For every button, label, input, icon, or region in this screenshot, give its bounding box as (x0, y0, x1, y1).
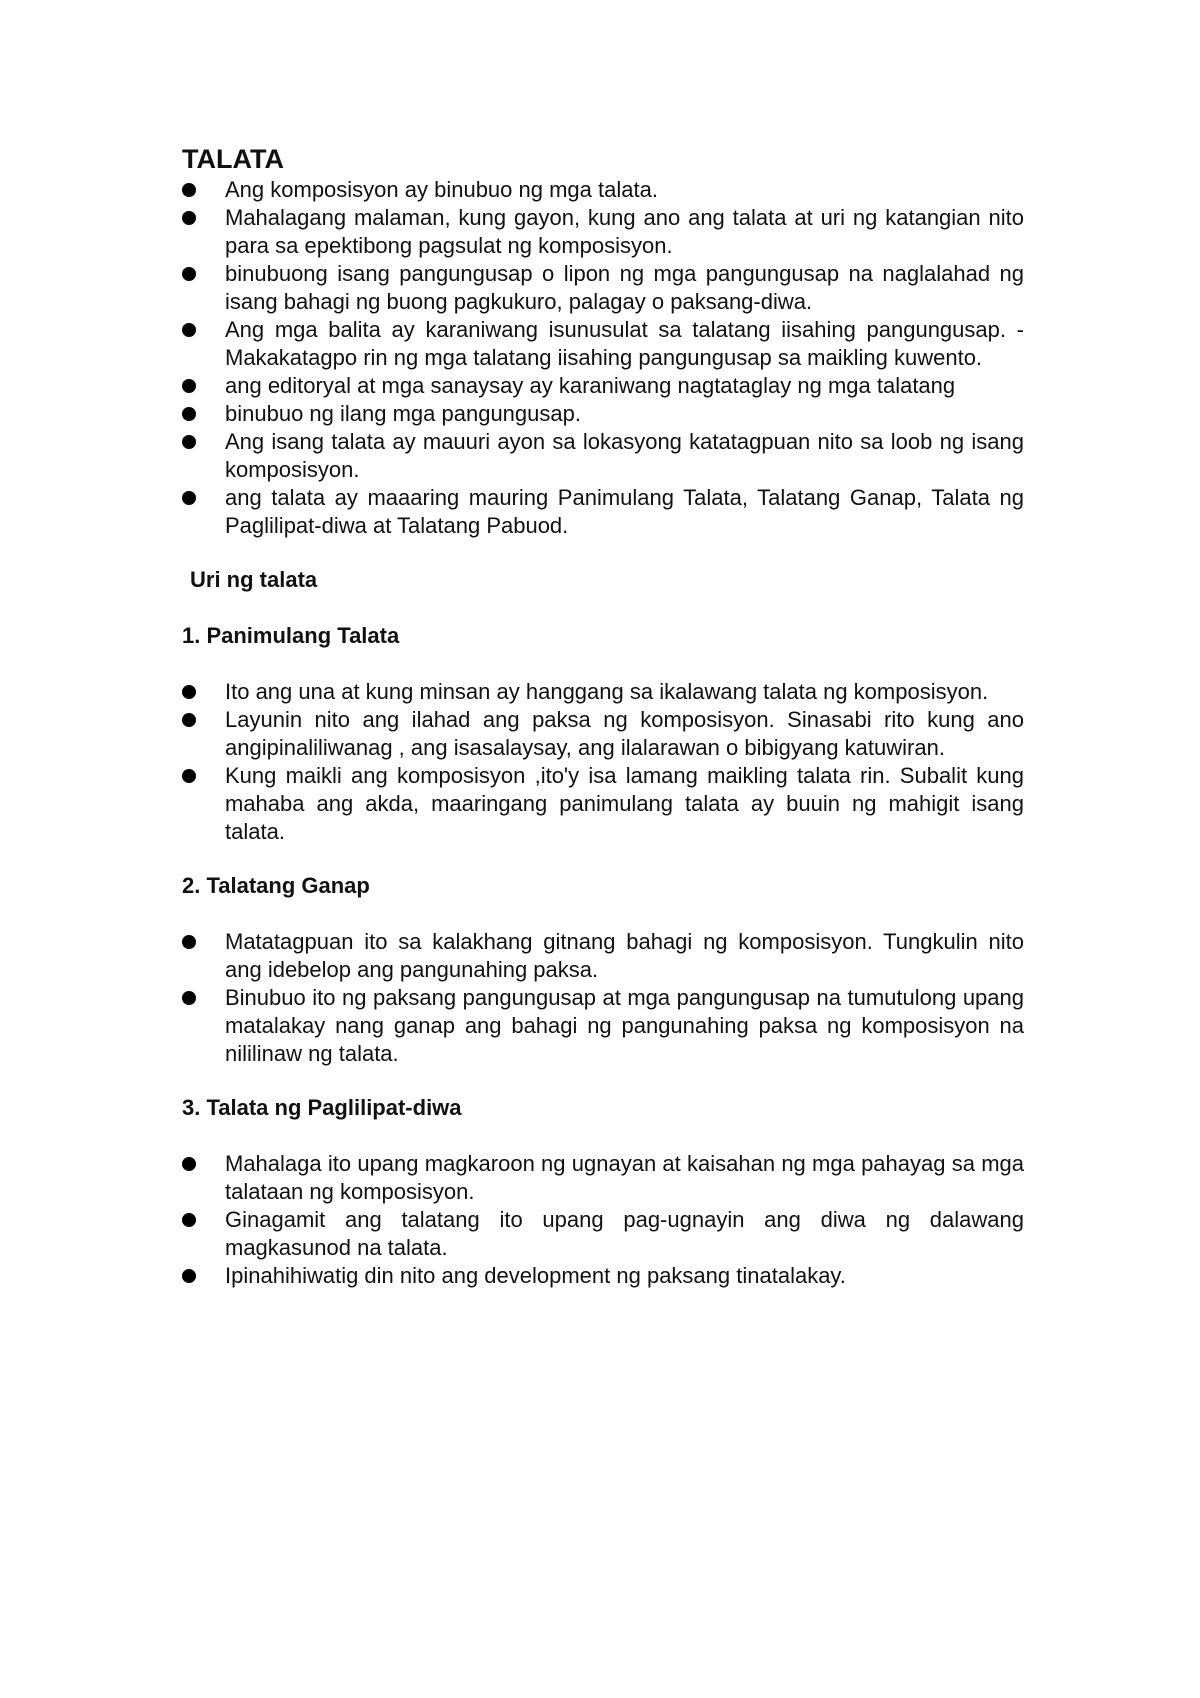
list-item (182, 928, 1024, 984)
talatang-ganap-bullet-list (182, 928, 1024, 1068)
list-item (182, 372, 1024, 400)
bullet-icon (182, 991, 196, 1005)
spacer (182, 846, 1024, 872)
bullet-icon (182, 769, 196, 783)
bullet-icon (182, 407, 196, 421)
list-item-text: Mahalagang malaman, kung gayon, kung ano ang talata at uri ng katangian nito para sa epektibong pagsulat ng komposisyon. (225, 205, 1024, 258)
list-item (182, 316, 1024, 372)
list-item-text: Ang isang talata ay mauuri ayon sa lokasyong katatagpuan nito sa loob ng isang komposisyon. (225, 429, 1024, 482)
list-item (182, 1262, 1024, 1290)
list-item-text: Matatagpuan ito sa kalakhang gitnang bahagi ng komposisyon. Tungkulin nito ang idebelop ang pangunahing paksa. (225, 929, 1024, 982)
list-item (182, 204, 1024, 260)
spacer (182, 1068, 1024, 1094)
list-item (182, 428, 1024, 484)
spacer (182, 540, 1024, 566)
bullet-icon (182, 1213, 196, 1227)
list-item-text: Mahalaga ito upang magkaroon ng ugnayan at kaisahan ng mga pahayag sa mga talataan ng komposisyon. (225, 1151, 1024, 1204)
bullet-icon (182, 685, 196, 699)
bullet-icon (182, 211, 196, 225)
list-item-text: Ang komposisyon ay binubuo ng mga talata. (225, 177, 658, 202)
section-heading-uri: Uri ng talata (190, 567, 318, 592)
list-item-text: Layunin nito ang ilahad ang paksa ng komposisyon. Sinasabi rito kung ano angipinaliliwanag , ang isasalaysay, ang ilalarawan o bibigyang katuwiran. (225, 707, 1024, 760)
list-item (182, 1206, 1024, 1262)
bullet-icon (182, 1157, 196, 1171)
list-item (182, 762, 1024, 846)
list-item-text: Ito ang una at kung minsan ay hanggang sa ikalawang talata ng komposisyon. (225, 679, 989, 704)
list-item (182, 706, 1024, 762)
list-item-text: Ipinahihiwatig din nito ang development ng paksang tinatalakay. (225, 1263, 846, 1288)
panimulang-talata-bullet-list (182, 678, 1024, 846)
list-item (182, 400, 1024, 428)
paglilipat-diwa-bullet-list (182, 1150, 1024, 1290)
spacer (182, 594, 1024, 622)
bullet-icon (182, 323, 196, 337)
bullet-icon (182, 935, 196, 949)
list-item-text: Ang mga balita ay karaniwang isunusulat sa talatang iisahing pangungusap. - Makakatagpo rin ng mga talatang iisahing pangungusap sa maikling kuwento. (225, 317, 1024, 370)
section-heading-talatang-ganap: 2. Talatang Ganap (182, 873, 370, 898)
list-item-text: Kung maikli ang komposisyon ,ito'y isa lamang maikling talata rin. Subalit kung mahaba ang akda, maaringang panimulang talata ay buuin ng mahigit isang talata. (225, 763, 1024, 844)
section-heading-paglilipat-diwa: 3. Talata ng Paglilipat-diwa (182, 1095, 462, 1120)
document-content (182, 143, 1024, 1290)
document-title: TALATA (182, 144, 284, 174)
list-item-text: Ginagamit ang talatang ito upang pag-ugnayin ang diwa ng dalawang magkasunod na talata. (225, 1207, 1024, 1260)
list-item (182, 984, 1024, 1068)
list-item (182, 1150, 1024, 1206)
bullet-icon (182, 379, 196, 393)
bullet-icon (182, 1269, 196, 1283)
bullet-icon (182, 183, 196, 197)
list-item-text: ang talata ay maaaring mauring Panimulang Talata, Talatang Ganap, Talata ng Paglilipat-diwa at Talatang Pabuod. (225, 485, 1024, 538)
list-item-text: Binubuo ito ng paksang pangungusap at mga pangungusap na tumutulong upang matalakay nang ganap ang bahagi ng pangunahing paksa ng komposisyon na nililinaw ng talata. (225, 985, 1024, 1066)
spacer (182, 1122, 1024, 1150)
bullet-icon (182, 267, 196, 281)
bullet-icon (182, 491, 196, 505)
spacer (182, 900, 1024, 928)
spacer (182, 650, 1024, 678)
section-heading-panimulang-talata: 1. Panimulang Talata (182, 623, 400, 648)
list-item-text: binubuong isang pangungusap o lipon ng mga pangungusap na naglalahad ng isang bahagi ng buong pagkukuro, palagay o paksang-diwa. (225, 261, 1024, 314)
list-item (182, 176, 1024, 204)
list-item (182, 260, 1024, 316)
list-item (182, 678, 1024, 706)
bullet-icon (182, 713, 196, 727)
list-item-text: ang editoryal at mga sanaysay ay karaniwang nagtataglay ng mga talatang (225, 373, 956, 398)
list-item (182, 484, 1024, 540)
list-item-text: binubuo ng ilang mga pangungusap. (225, 401, 581, 426)
bullet-icon (182, 435, 196, 449)
intro-bullet-list (182, 176, 1024, 540)
